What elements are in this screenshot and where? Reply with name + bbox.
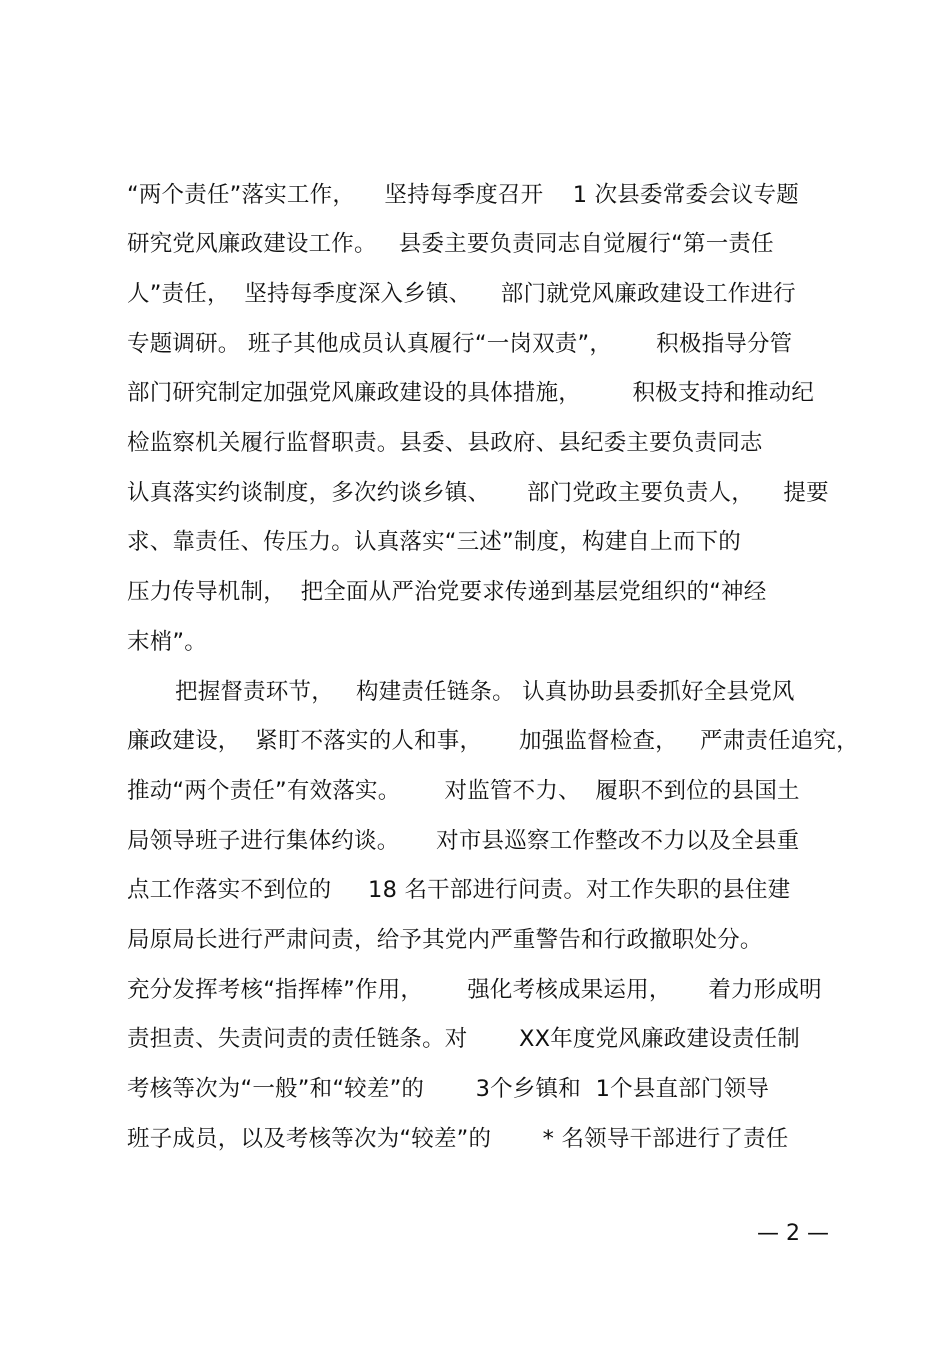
body-line: 点工作落实不到位的 18 名干部进行问责。对工作失职的县住建 — [127, 877, 791, 903]
body-line: 检监察机关履行监督职责。县委、县政府、县纪委主要负责同志 — [127, 430, 763, 456]
body-line: 认真落实约谈制度，多次约谈乡镇、 部门党政主要负责人， 提要 — [127, 480, 829, 506]
body-line: “两个责任”落实工作， 坚持每季度召开 1 次县委常委会议专题 — [127, 182, 799, 208]
body-line: 压力传导机制， 把全面从严治党要求传递到基层党组织的“神经 — [127, 579, 767, 605]
body-line: 充分发挥考核“指挥棒”作用， 强化考核成果运用， 着力形成明 — [127, 977, 822, 1003]
body-line: 局原局长进行严肃问责，给予其党内严重警告和行政撤职处分。 — [127, 927, 763, 953]
page-number: — 2 — — [757, 1221, 829, 1246]
body-line: 廉政建设， 紧盯不落实的人和事， 加强监督检查， 严肃责任追究， — [127, 728, 859, 754]
body-line: 责担责、失责问责的责任链条。对 XX年度党风廉政建设责任制 — [127, 1026, 800, 1052]
body-line: 局领导班子进行集体约谈。 对市县巡察工作整改不力以及全县重 — [127, 828, 800, 854]
body-line: 部门研究制定加强党风廉政建设的具体措施， 积极支持和推动纪 — [127, 380, 815, 406]
body-line: 考核等次为“一般”和“较差”的 3个乡镇和 1个县直部门领导 — [127, 1076, 770, 1102]
body-line: 推动“两个责任”有效落实。 对监管不力、 履职不到位的县国土 — [127, 778, 800, 804]
body-line: 人”责任， 坚持每季度深入乡镇、 部门就党风廉政建设工作进行 — [127, 281, 796, 307]
body-line: 班子成员，以及考核等次为“较差”的 * 名领导干部进行了责任 — [127, 1126, 789, 1152]
body-line: 末梢”。 — [127, 629, 207, 655]
body-line: 研究党风廉政建设工作。 县委主要负责同志自觉履行“第一责任 — [127, 231, 774, 257]
body-line: 求、靠责任、传压力。认真落实“三述”制度，构建自上而下的 — [127, 529, 741, 555]
paragraph-first-line: 把握督责环节， 构建责任链条。 认真协助县委抓好全县党风 — [175, 679, 795, 705]
body-line: 专题调研。 班子其他成员认真履行“一岗双责”， 积极指导分管 — [127, 331, 793, 357]
